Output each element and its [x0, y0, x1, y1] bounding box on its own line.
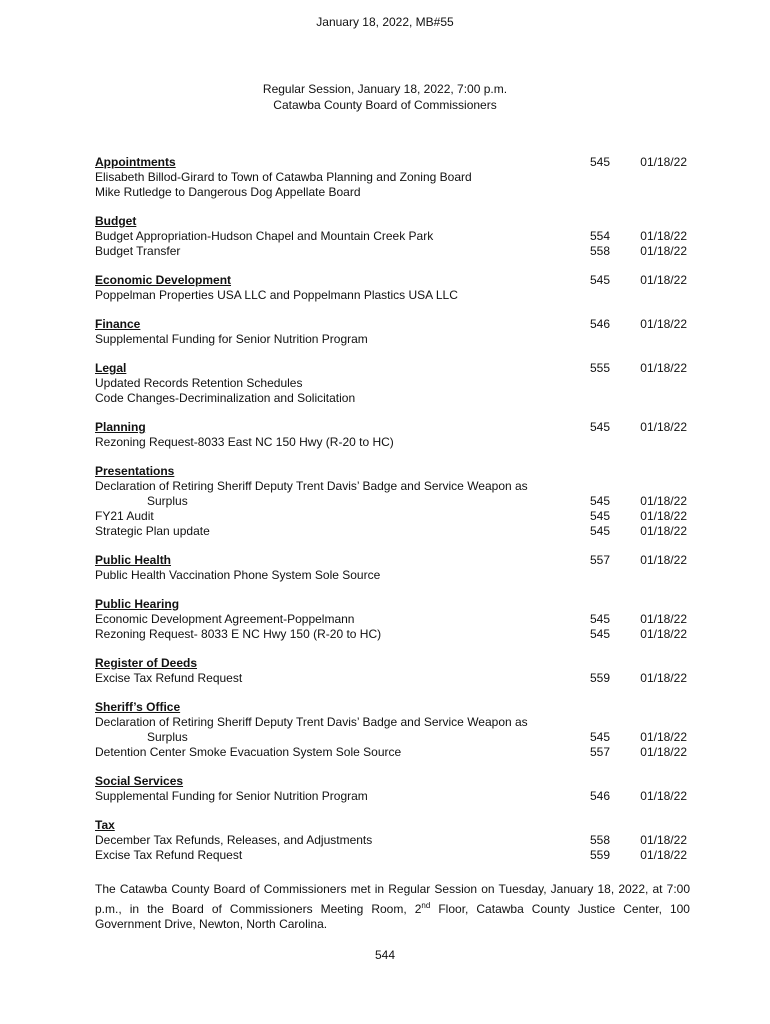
entry-label: Declaration of Retiring Sheriff Deputy Trent Davis’ Badge and Service Weapon as [95, 479, 528, 493]
page-ref [550, 568, 613, 583]
page-ref [550, 818, 613, 833]
entry-label: Rezoning Request- 8033 E NC Hwy 150 (R-20 to HC) [95, 627, 382, 641]
date-ref: 01/18/22 [640, 361, 687, 375]
entry-label: Budget Appropriation-Hudson Chapel and Mountain Creek Park [95, 229, 434, 243]
page-ref: 554 [589, 229, 610, 243]
page-ref [550, 435, 613, 450]
section-heading [95, 214, 695, 229]
page-ref: 546 [589, 317, 610, 331]
entry-label: Tax [95, 818, 115, 832]
date-ref [613, 700, 687, 715]
date-ref: 01/18/22 [640, 420, 687, 434]
date-ref [613, 818, 687, 833]
section-heading [95, 273, 695, 288]
entry-label: Public Health [95, 553, 172, 567]
index-entry [95, 494, 695, 509]
page-ref [550, 185, 613, 200]
date-ref [613, 568, 687, 583]
date-ref [613, 774, 687, 789]
date-ref: 01/18/22 [640, 229, 687, 243]
intro-paragraph-text: The Catawba County Board of Commissioners met in Regular Session on Tuesday, January 18, 2022, at 7:00 p.m., in the Board of Commissioners Meeting Room, 2 [95, 882, 690, 916]
page-ref [550, 700, 613, 715]
index-section [95, 214, 695, 259]
page-ref: 545 [589, 509, 610, 523]
entry-label: Public Hearing [95, 597, 180, 611]
page-ref: 545 [589, 627, 610, 641]
minutes-index [95, 155, 695, 877]
section-heading [95, 553, 695, 568]
date-ref: 01/18/22 [640, 317, 687, 331]
entry-label: Declaration of Retiring Sheriff Deputy Trent Davis’ Badge and Service Weapon as [95, 715, 528, 729]
date-ref [613, 332, 687, 347]
index-entry [95, 435, 695, 450]
entry-label: Supplemental Funding for Senior Nutrition Program [95, 789, 368, 803]
page-ref: 545 [589, 730, 610, 744]
entry-label: Planning [95, 420, 146, 434]
date-ref: 01/18/22 [640, 745, 687, 759]
page-ref [550, 376, 613, 391]
entry-label: Legal [95, 361, 127, 375]
section-heading [95, 700, 695, 715]
page-ref [550, 656, 613, 671]
section-heading [95, 361, 695, 376]
date-ref: 01/18/22 [640, 494, 687, 508]
page-ref [550, 479, 613, 494]
entry-label: FY21 Audit [95, 509, 154, 523]
index-entry [95, 745, 695, 760]
date-ref: 01/18/22 [640, 612, 687, 626]
page-ref: 545 [589, 155, 610, 169]
index-entry [95, 833, 695, 848]
page-ref [550, 391, 613, 406]
page-ref: 545 [589, 494, 610, 508]
intro-paragraph [95, 882, 690, 933]
index-section [95, 818, 695, 863]
page-ref: 559 [589, 848, 610, 862]
entry-label: Sheriff’s Office [95, 700, 181, 714]
index-section [95, 774, 695, 804]
entry-label: Excise Tax Refund Request [95, 848, 243, 862]
entry-label: December Tax Refunds, Releases, and Adjustments [95, 833, 373, 847]
date-ref [613, 464, 687, 479]
page-ref [550, 214, 613, 229]
date-ref [613, 185, 687, 200]
index-section [95, 273, 695, 303]
index-section [95, 317, 695, 347]
page-ref: 545 [589, 273, 610, 287]
index-entry [95, 524, 695, 539]
index-section [95, 361, 695, 406]
index-entry [95, 509, 695, 524]
page-ref [550, 170, 613, 185]
page-header: January 18, 2022, MB#55 [316, 15, 454, 29]
index-entry [95, 848, 695, 863]
date-ref: 01/18/22 [640, 730, 687, 744]
section-heading [95, 420, 695, 435]
index-entry [95, 391, 695, 406]
entry-label: Social Services [95, 774, 184, 788]
date-ref: 01/18/22 [640, 509, 687, 523]
date-ref: 01/18/22 [640, 553, 687, 567]
entry-label: Code Changes-Decriminalization and Solicitation [95, 391, 356, 405]
page-ref: 545 [589, 612, 610, 626]
index-section [95, 464, 695, 539]
index-section [95, 597, 695, 642]
page-ref: 545 [589, 420, 610, 434]
entry-label: Appointments [95, 155, 176, 169]
page-ref: 545 [589, 524, 610, 538]
section-heading [95, 774, 695, 789]
page-ref [550, 715, 613, 730]
page-ref: 557 [589, 553, 610, 567]
index-entry [95, 229, 695, 244]
date-ref: 01/18/22 [640, 671, 687, 685]
date-ref [613, 170, 687, 185]
entry-label: Budget Transfer [95, 244, 181, 258]
ordinal-suffix: nd [421, 900, 431, 910]
index-section [95, 553, 695, 583]
page-ref [550, 774, 613, 789]
entry-label: Finance [95, 317, 141, 331]
index-entry [95, 671, 695, 686]
section-heading [95, 656, 695, 671]
entry-label: Strategic Plan update [95, 524, 210, 538]
date-ref [613, 214, 687, 229]
entry-label: Supplemental Funding for Senior Nutrition Program [95, 332, 368, 346]
section-heading [95, 464, 695, 479]
entry-label: Detention Center Smoke Evacuation System Sole Source [95, 745, 402, 759]
entry-label: Excise Tax Refund Request [95, 671, 243, 685]
entry-label: Poppelman Properties USA LLC and Poppelmann Plastics USA LLC [95, 288, 458, 302]
entry-label: Updated Records Retention Schedules [95, 376, 303, 390]
page-ref: 559 [589, 671, 610, 685]
date-ref: 01/18/22 [640, 524, 687, 538]
index-section [95, 420, 695, 450]
index-entry [95, 789, 695, 804]
entry-label: Surplus [147, 494, 188, 508]
index-entry [95, 627, 695, 642]
index-section [95, 656, 695, 686]
date-ref [613, 288, 687, 303]
index-section [95, 155, 695, 200]
entry-label: Public Health Vaccination Phone System Sole Source [95, 568, 381, 582]
index-entry [95, 185, 695, 200]
index-section [95, 700, 695, 760]
page-number: 544 [374, 948, 396, 962]
index-entry [95, 170, 695, 185]
page-ref: 558 [589, 833, 610, 847]
date-ref [613, 715, 687, 730]
index-entry [95, 479, 695, 494]
page-ref [550, 332, 613, 347]
date-ref [613, 656, 687, 671]
section-heading [95, 597, 695, 612]
index-entry [95, 612, 695, 627]
section-heading [95, 317, 695, 332]
date-ref: 01/18/22 [640, 627, 687, 641]
index-entry [95, 244, 695, 259]
entry-label: Rezoning Request-8033 East NC 150 Hwy (R-20 to HC) [95, 435, 394, 449]
date-ref [613, 376, 687, 391]
index-entry [95, 730, 695, 745]
date-ref [613, 391, 687, 406]
date-ref: 01/18/22 [640, 244, 687, 258]
entry-label: Budget [95, 214, 137, 228]
page-ref [550, 464, 613, 479]
page-ref: 555 [589, 361, 610, 375]
page-ref [550, 597, 613, 612]
index-entry [95, 376, 695, 391]
entry-label: Surplus [147, 730, 188, 744]
date-ref: 01/18/22 [640, 789, 687, 803]
page-ref: 557 [589, 745, 610, 759]
index-entry [95, 332, 695, 347]
index-entry [95, 288, 695, 303]
date-ref [613, 597, 687, 612]
intro-paragraph-text-end: Floor, Catawba County Justice Center, 100 Government Drive, Newton, North Carolina. [95, 901, 690, 931]
session-line: Regular Session, January 18, 2022, 7:00 p.m. [262, 82, 508, 96]
page-ref: 546 [589, 789, 610, 803]
session-title [0, 81, 770, 113]
entry-label: Presentations [95, 464, 175, 478]
date-ref: 01/18/22 [640, 273, 687, 287]
section-heading [95, 818, 695, 833]
entry-label: Economic Development [95, 273, 232, 287]
date-ref: 01/18/22 [640, 155, 687, 169]
entry-label: Register of Deeds [95, 656, 198, 670]
date-ref: 01/18/22 [640, 848, 687, 862]
date-ref [613, 435, 687, 450]
entry-label: Economic Development Agreement-Poppelmann [95, 612, 355, 626]
board-name: Catawba County Board of Commissioners [273, 98, 497, 112]
entry-label: Elisabeth Billod-Girard to Town of Catawba Planning and Zoning Board [95, 170, 472, 184]
page-ref [550, 288, 613, 303]
index-entry [95, 715, 695, 730]
date-ref: 01/18/22 [640, 833, 687, 847]
entry-label: Mike Rutledge to Dangerous Dog Appellate Board [95, 185, 361, 199]
date-ref [613, 479, 687, 494]
index-entry [95, 568, 695, 583]
section-heading [95, 155, 695, 170]
page-ref: 558 [589, 244, 610, 258]
